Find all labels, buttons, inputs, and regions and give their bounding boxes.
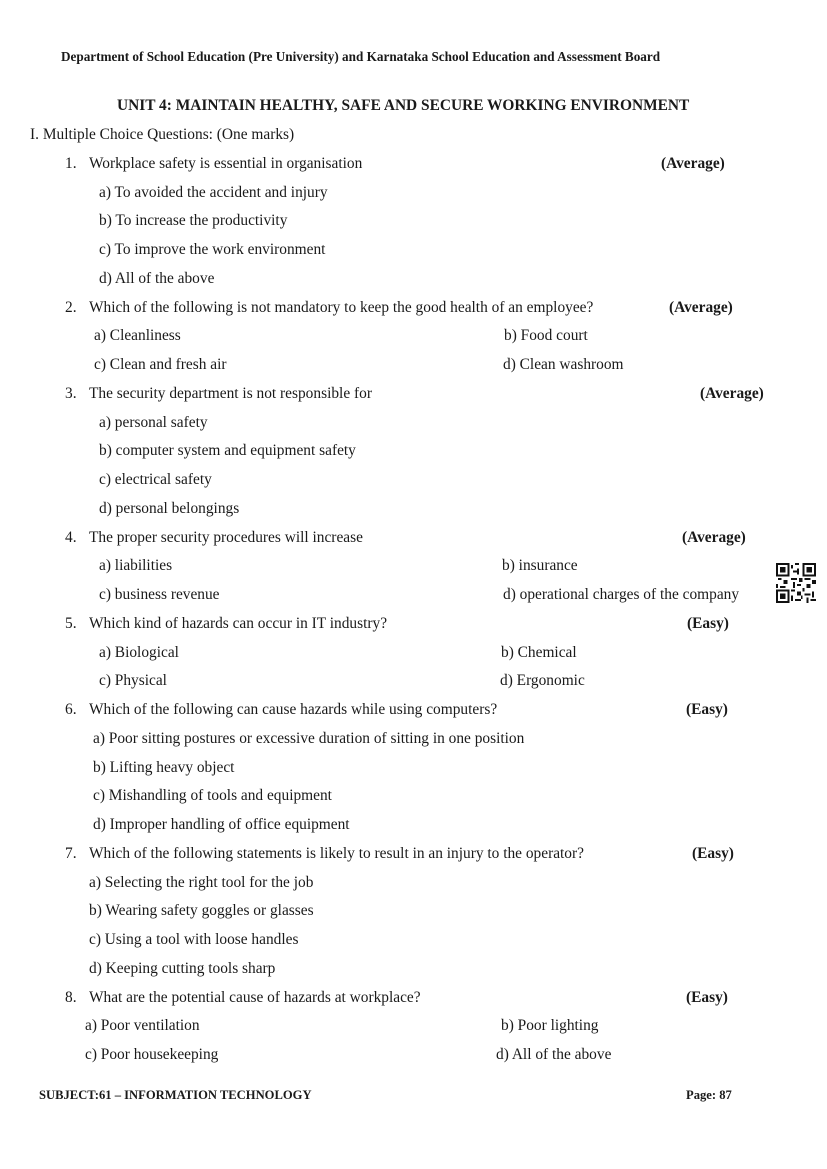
option-c: c) Poor housekeeping bbox=[85, 1046, 219, 1063]
question-text: Which of the following statements is likely to result in an injury to the operator? bbox=[89, 845, 584, 862]
option-b: b) computer system and equipment safety bbox=[99, 442, 356, 459]
footer-page-number: Page: 87 bbox=[686, 1088, 732, 1102]
difficulty-label: (Easy) bbox=[686, 989, 728, 1006]
option-b: b) Food court bbox=[504, 327, 588, 344]
option-b: b) Wearing safety goggles or glasses bbox=[89, 902, 314, 919]
question-number: 2. bbox=[65, 299, 77, 316]
option-b: b) Poor lighting bbox=[501, 1017, 599, 1034]
option-a: a) Poor sitting postures or excessive duration of sitting in one position bbox=[93, 730, 525, 747]
question-text: Which of the following is not mandatory to keep the good health of an employee? bbox=[89, 299, 594, 316]
option-d: d) All of the above bbox=[496, 1046, 612, 1063]
option-b: b) insurance bbox=[502, 557, 578, 574]
question-number: 7. bbox=[65, 845, 77, 862]
option-c: c) To improve the work environment bbox=[99, 241, 326, 258]
option-a: a) To avoided the accident and injury bbox=[99, 184, 328, 201]
question-number: 5. bbox=[65, 615, 77, 632]
option-c: c) business revenue bbox=[99, 586, 220, 603]
option-a: a) Cleanliness bbox=[94, 327, 181, 344]
option-d: d) Improper handling of office equipment bbox=[93, 816, 350, 833]
option-c: c) Clean and fresh air bbox=[94, 356, 227, 373]
option-a: a) Biological bbox=[99, 644, 179, 661]
option-d: d) Clean washroom bbox=[503, 356, 624, 373]
option-d: d) Ergonomic bbox=[500, 672, 585, 689]
option-d: d) operational charges of the company bbox=[503, 586, 740, 603]
question-number: 4. bbox=[65, 529, 77, 546]
difficulty-label: (Average) bbox=[661, 155, 725, 172]
difficulty-label: (Easy) bbox=[692, 845, 734, 862]
question-text: Which of the following can cause hazards while using computers? bbox=[89, 701, 498, 718]
difficulty-label: (Average) bbox=[700, 385, 764, 402]
difficulty-label: (Average) bbox=[669, 299, 733, 316]
question-number: 1. bbox=[65, 155, 77, 172]
option-a: a) Selecting the right tool for the job bbox=[89, 874, 314, 891]
question-text: Which kind of hazards can occur in IT industry? bbox=[89, 615, 388, 632]
footer-subject: SUBJECT:61 – INFORMATION TECHNOLOGY bbox=[39, 1088, 312, 1102]
option-c: c) electrical safety bbox=[99, 471, 212, 488]
difficulty-label: (Easy) bbox=[687, 615, 729, 632]
difficulty-label: (Easy) bbox=[686, 701, 728, 718]
option-d: d) All of the above bbox=[99, 270, 215, 287]
option-a: a) Poor ventilation bbox=[85, 1017, 200, 1034]
question-text: What are the potential cause of hazards at workplace? bbox=[89, 989, 421, 1006]
section-title: I. Multiple Choice Questions: (One marks) bbox=[30, 126, 295, 143]
option-c: c) Using a tool with loose handles bbox=[89, 931, 299, 948]
question-text: Workplace safety is essential in organisation bbox=[89, 155, 363, 172]
option-c: c) Physical bbox=[99, 672, 167, 689]
option-b: b) Lifting heavy object bbox=[93, 759, 235, 776]
option-d: d) personal belongings bbox=[99, 500, 240, 517]
question-text: The security department is not responsible for bbox=[89, 385, 372, 402]
option-a: a) liabilities bbox=[99, 557, 173, 574]
difficulty-label: (Average) bbox=[682, 529, 746, 546]
unit-title: UNIT 4: MAINTAIN HEALTHY, SAFE AND SECURE WORKING ENVIRONMENT bbox=[117, 97, 690, 114]
question-text: The proper security procedures will increase bbox=[89, 529, 363, 546]
question-number: 6. bbox=[65, 701, 77, 718]
option-b: b) Chemical bbox=[501, 644, 577, 661]
option-c: c) Mishandling of tools and equipment bbox=[93, 787, 332, 804]
option-a: a) personal safety bbox=[99, 414, 208, 431]
option-b: b) To increase the productivity bbox=[99, 212, 288, 229]
page-header: Department of School Education (Pre University) and Karnataka School Education and Assessment Board bbox=[61, 49, 661, 64]
question-number: 3. bbox=[65, 385, 77, 402]
qr-code-icon bbox=[776, 563, 816, 603]
question-number: 8. bbox=[65, 989, 77, 1006]
option-d: d) Keeping cutting tools sharp bbox=[89, 960, 276, 977]
